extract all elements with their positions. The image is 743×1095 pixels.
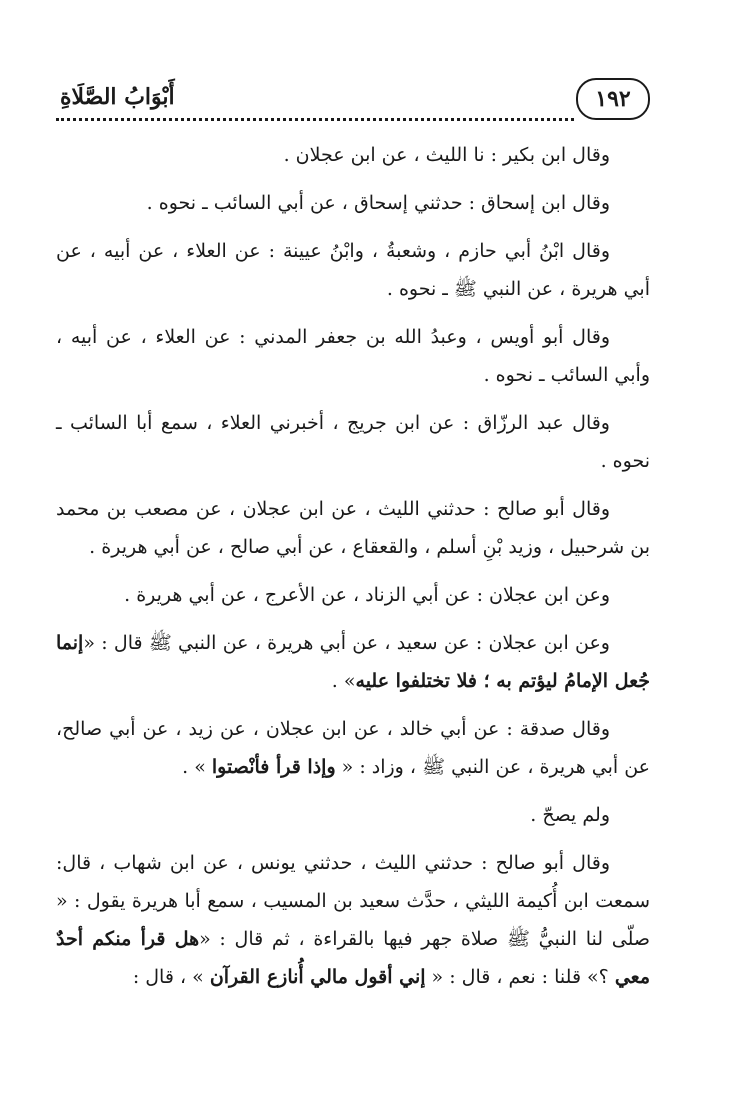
paragraph-text: وقال أبو صالح : حدثني الليث ، عن ابن عجلان ، عن مصعب بن محمد بن شرحبيل ، وزيد بْنِ أسلم ، والقعقاع ، عن أبي صالح ، عن أبي هريرة .	[56, 498, 650, 558]
hadith-quote: إني أقول مالي أُنازع القرآن	[209, 966, 426, 988]
paragraph-text: » ، قال :	[132, 966, 210, 988]
paragraph-text: وعن ابن عجلان : عن أبي الزناد ، عن الأعرج ، عن أبي هريرة .	[124, 584, 610, 606]
paragraph-text: وقال عبد الرزّاق : عن ابن جريج ، أخبرني العلاء ، سمع أبا السائب ـ نحوه .	[56, 412, 650, 472]
paragraph	[56, 710, 650, 786]
hadith-quote: هل قرأ منكم أحدٌ معي	[56, 928, 650, 988]
paragraph-text: » .	[331, 670, 356, 692]
paragraph-text: وقال ابن إسحاق : حدثني إسحاق ، عن أبي السائب ـ نحوه .	[146, 192, 610, 214]
paragraph	[56, 796, 650, 834]
body-text	[56, 136, 650, 996]
paragraph	[56, 232, 650, 308]
hadith-quote: وإذا قرأ فأنْصتوا	[211, 756, 336, 778]
paragraph-text: وقال أبو أويس ، وعبدُ الله بن جعفر المدني : عن العلاء ، عن أبيه ، وأبي السائب ـ نحوه .	[56, 326, 650, 386]
paragraph	[56, 184, 650, 222]
paragraph	[56, 844, 650, 996]
paragraph-text: وعن ابن عجلان : عن سعيد ، عن أبي هريرة ، عن النبي ﷺ قال : «	[83, 632, 610, 654]
running-title: أَبْوَابُ الصَّلَاةِ	[60, 84, 175, 110]
header-dotted-rule	[56, 118, 574, 121]
page-number-badge: ١٩٢	[576, 78, 650, 120]
paragraph-text: ولم يصحّ .	[530, 804, 610, 826]
page-header	[56, 78, 650, 122]
paragraph	[56, 490, 650, 566]
paragraph-text: وقال صدقة : عن أبي خالد ، عن ابن عجلان ، عن زيد ، عن أبي صالح، عن أبي هريرة ، عن النبي ﷺ ، وزاد : «	[56, 718, 650, 778]
paragraph	[56, 404, 650, 480]
paragraph	[56, 318, 650, 394]
paragraph	[56, 136, 650, 174]
paragraph-text: وقال أبو صالح : حدثني الليث ، حدثني يونس ، عن ابن شهاب ، قال: سمعت ابن أُكيمة الليثي ، حدَّث سعيد بن المسيب ، سمع أبا هريرة يقول : « صلّى لنا النبيُّ ﷺ صلاة جهر فيها بالقراءة ، ثم قال : «	[56, 852, 650, 950]
paragraph-text: » .	[182, 756, 212, 778]
paragraph	[56, 576, 650, 614]
paragraph	[56, 624, 650, 700]
paragraph-text: وقال ابْنُ أبي حازم ، وشعبةُ ، وابْنُ عيينة : عن العلاء ، عن أبيه ، عن أبي هريرة ، عن النبي ﷺ ـ نحوه .	[56, 240, 650, 300]
paragraph-text: وقال ابن بكير : نا الليث ، عن ابن عجلان .	[283, 144, 610, 166]
hadith-quote: إنما جُعل الإمامُ ليؤتم به ؛ فلا تختلفوا عليه	[56, 632, 650, 692]
paragraph-text: ؟» قلنا : نعم ، قال : «	[425, 966, 615, 988]
